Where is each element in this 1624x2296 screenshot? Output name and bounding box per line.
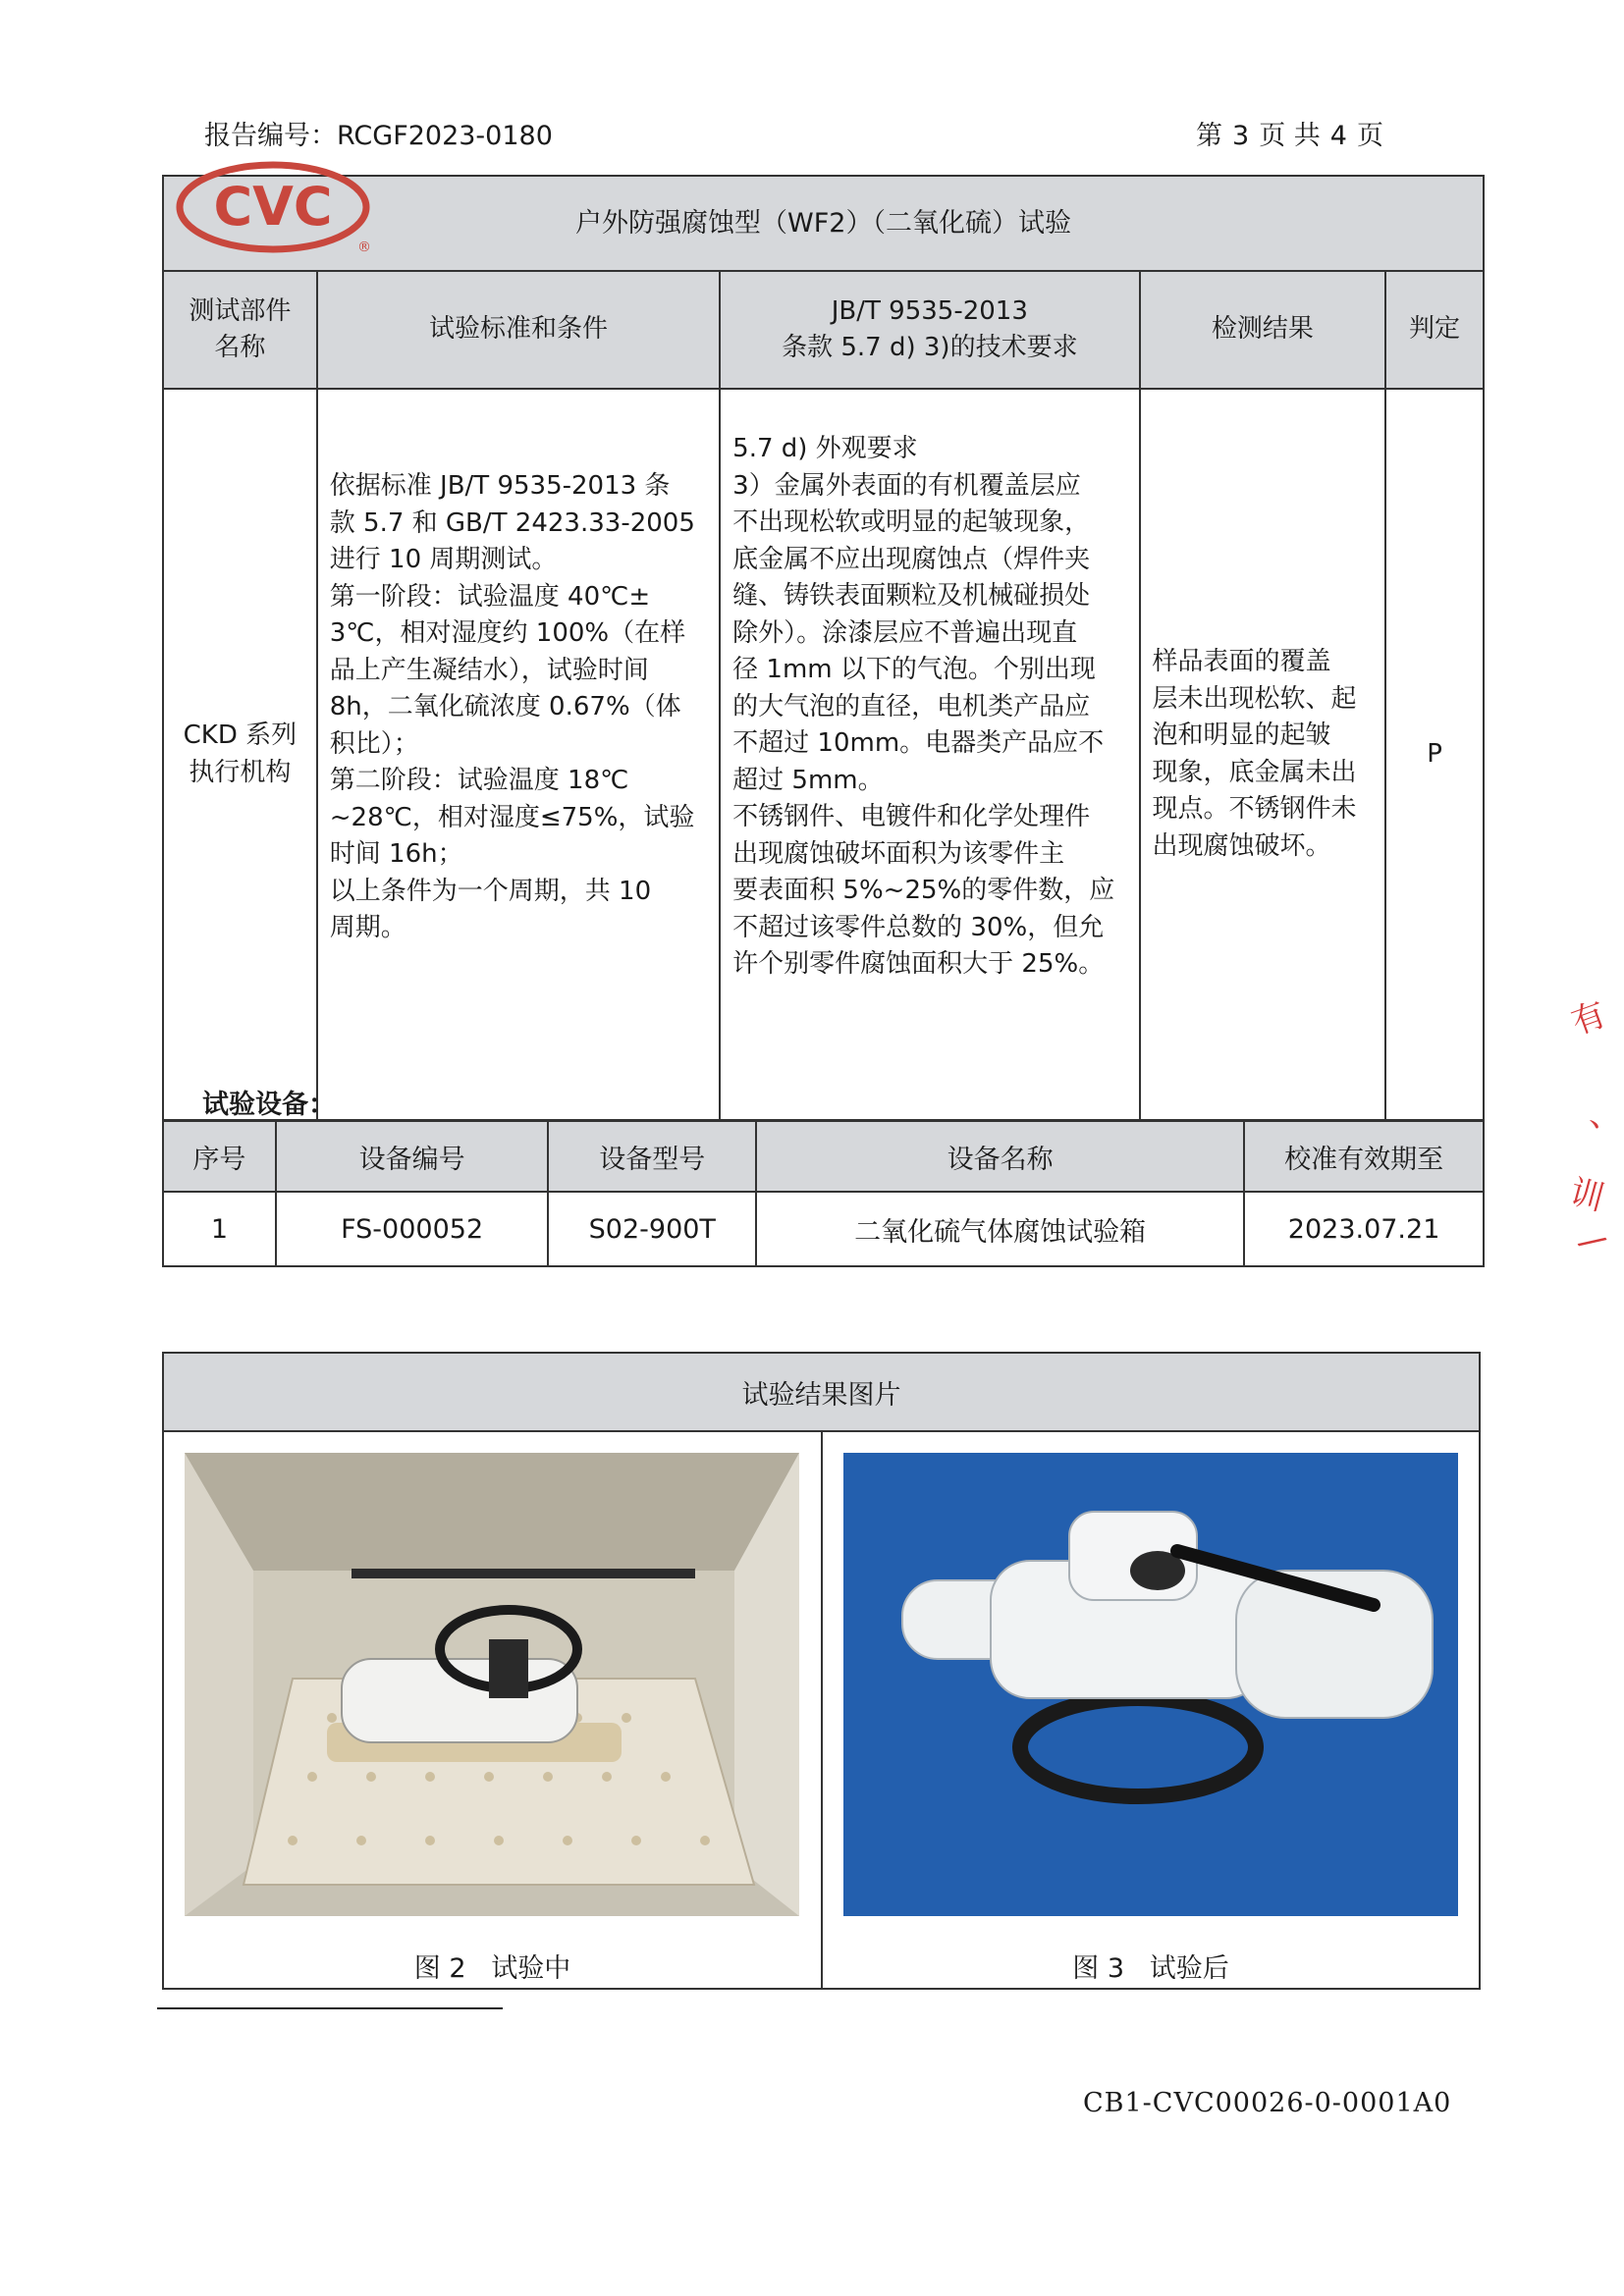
- eq-calibration: 2023.07.21: [1244, 1192, 1484, 1266]
- report-number-value: RCGF2023-0180: [337, 121, 553, 151]
- requirement-line: 出现腐蚀破坏面积为该零件主: [732, 838, 1065, 869]
- test-table: [162, 175, 1485, 1121]
- eq-header-calibration: 校准有效期至: [1244, 1121, 1484, 1192]
- caption-during-number: 图 2: [413, 1952, 466, 1984]
- photo-table: [162, 1352, 1481, 1990]
- test-chamber-image-icon: [185, 1453, 799, 1916]
- header-part-name-line2: 名称: [214, 333, 266, 362]
- photo-cell-during: [163, 1431, 822, 1943]
- caption-after-text: 试验后: [1149, 1952, 1229, 1984]
- eq-header-id: 设备编号: [276, 1121, 549, 1192]
- header-verdict: 判定: [1385, 271, 1484, 389]
- conditions-line: 第二阶段：试验温度 18℃: [329, 766, 629, 795]
- equipment-label: 试验设备：: [202, 1090, 335, 1120]
- svg-text:CVC: CVC: [213, 176, 333, 238]
- cvc-logo-icon: [175, 160, 371, 254]
- eq-id: FS-000052: [276, 1192, 549, 1266]
- requirement-line: 的大气泡的直径，电机类产品应: [732, 691, 1091, 721]
- header-part-name-line1: 测试部件: [189, 295, 292, 326]
- requirement-line: 缝、铸铁表面颗粒及机械碰损处: [732, 581, 1091, 611]
- eq-name: 二氧化硫气体腐蚀试验箱: [756, 1192, 1244, 1266]
- photo-cell-after: [822, 1431, 1480, 1943]
- conditions-line: 进行 10 周期测试。: [329, 545, 558, 574]
- conditions-line: 周期。: [329, 913, 406, 942]
- conditions-line: 8h，二氧化硫浓度 0.67%（体: [329, 692, 681, 721]
- conditions-line: 时间 16h；: [329, 839, 463, 869]
- conditions-line: 款 5.7 和 GB/T 2423.33-2005: [329, 507, 695, 538]
- header-requirement-line2: 条款 5.7 d) 3)的技术要求: [782, 333, 1078, 362]
- requirement-line: 不锈钢件、电镀件和化学处理件: [732, 802, 1091, 831]
- conditions-line: ~28℃，相对湿度≤75%，试验: [329, 802, 695, 832]
- cvc-logo: [175, 160, 371, 254]
- document-code: CB1-CVC00026-0-0001A0: [1083, 2088, 1452, 2118]
- conditions-line: 第一阶段：试验温度 40℃±: [329, 581, 651, 612]
- stamp-char-4: /: [1572, 1227, 1612, 1256]
- requirement-line: 底金属不应出现腐蚀点（焊件夹: [732, 544, 1091, 574]
- conditions-line: 以上条件为一个周期，共 10: [329, 876, 652, 906]
- conditions-line: 积比）；: [329, 728, 419, 759]
- requirement-text: [732, 431, 1126, 984]
- eq-header-model: 设备型号: [548, 1121, 756, 1192]
- caption-during: [163, 1943, 822, 1989]
- eq-index: 1: [163, 1192, 276, 1266]
- page-total: 4: [1329, 121, 1347, 151]
- equipment-table: [162, 1120, 1485, 1267]
- requirement-line: 3）金属外表面的有机覆盖层应: [732, 470, 1081, 501]
- report-number: [204, 114, 553, 152]
- result-line: 现象，底金属未出: [1152, 757, 1357, 787]
- photo-during-test: [185, 1453, 799, 1916]
- conditions-text: [330, 468, 707, 947]
- part-name-line2: 执行机构: [189, 757, 292, 787]
- table-row: [163, 1192, 1484, 1266]
- test-title: 户外防强腐蚀型（WF2）（二氧化硫）试验: [163, 176, 1484, 271]
- conditions-line: 品上产生凝结水），试验时间: [329, 655, 649, 685]
- requirement-line: 超过 5mm。: [732, 765, 884, 795]
- result-line: 泡和明显的起皱: [1152, 721, 1331, 750]
- requirement-line: 要表面积 5%~25%的零件数，应: [732, 876, 1115, 905]
- cell-conditions: [317, 389, 720, 1120]
- photo-after-test: [843, 1453, 1458, 1916]
- cell-verdict: P: [1385, 389, 1484, 1120]
- cell-part-name: [163, 389, 317, 1120]
- result-text: [1153, 644, 1374, 865]
- cell-requirement: [720, 389, 1139, 1120]
- cell-result: [1140, 389, 1386, 1120]
- header-part-name: [163, 271, 317, 389]
- header-standard: 试验标准和条件: [317, 271, 720, 389]
- caption-during-text: 试验中: [491, 1952, 571, 1984]
- eq-header-name: 设备名称: [756, 1121, 1244, 1192]
- requirement-line: 不出现松软或明显的起皱现象，: [732, 507, 1091, 537]
- requirement-line: 除外）。涂漆层应不普遍出现直: [732, 617, 1078, 648]
- requirement-line: 径 1mm 以下的气泡。个别出现: [732, 655, 1096, 684]
- conditions-line: 依据标准 JB/T 9535-2013 条: [329, 471, 671, 501]
- seal-stamp: [1567, 972, 1624, 1266]
- report-number-label: 报告编号：: [204, 121, 337, 151]
- page-mid: 页 共: [1259, 121, 1321, 151]
- result-line: 样品表面的覆盖: [1152, 647, 1331, 676]
- footnote-divider: [157, 2007, 503, 2009]
- stamp-char-2: 、: [1589, 1095, 1622, 1135]
- stamp-char-3: 训: [1565, 1172, 1608, 1219]
- header-requirement: [720, 271, 1139, 389]
- header-requirement-line1: JB/T 9535-2013: [831, 295, 1028, 326]
- actuator-image-icon: [843, 1453, 1458, 1916]
- page-prefix: 第: [1196, 121, 1222, 151]
- result-line: 层未出现松软、起: [1152, 683, 1357, 714]
- result-line: 现点。不锈钢件未: [1152, 794, 1357, 824]
- requirement-line: 不超过该零件总数的 30%，但允: [732, 912, 1105, 942]
- part-name-line1: CKD 系列: [183, 721, 298, 750]
- photo-section-title: 试验结果图片: [163, 1353, 1480, 1431]
- result-line: 出现腐蚀破坏。: [1152, 830, 1331, 861]
- page-suffix: 页: [1356, 121, 1383, 151]
- header-result: 检测结果: [1140, 271, 1386, 389]
- stamp-char-1: 有: [1566, 994, 1612, 1043]
- page-indicator: [1196, 114, 1383, 152]
- caption-after: [822, 1943, 1480, 1989]
- eq-model: S02-900T: [548, 1192, 756, 1266]
- page-current: 3: [1232, 121, 1250, 151]
- svg-text:®: ®: [357, 240, 371, 254]
- requirement-line: 不超过 10mm。电器类产品应不: [732, 728, 1105, 758]
- caption-after-number: 图 3: [1072, 1952, 1124, 1984]
- requirement-line: 5.7 d) 外观要求: [732, 434, 918, 463]
- eq-header-index: 序号: [163, 1121, 276, 1192]
- conditions-line: 3℃，相对湿度约 100%（在样: [329, 618, 686, 648]
- requirement-line: 许个别零件腐蚀面积大于 25%。: [732, 949, 1105, 979]
